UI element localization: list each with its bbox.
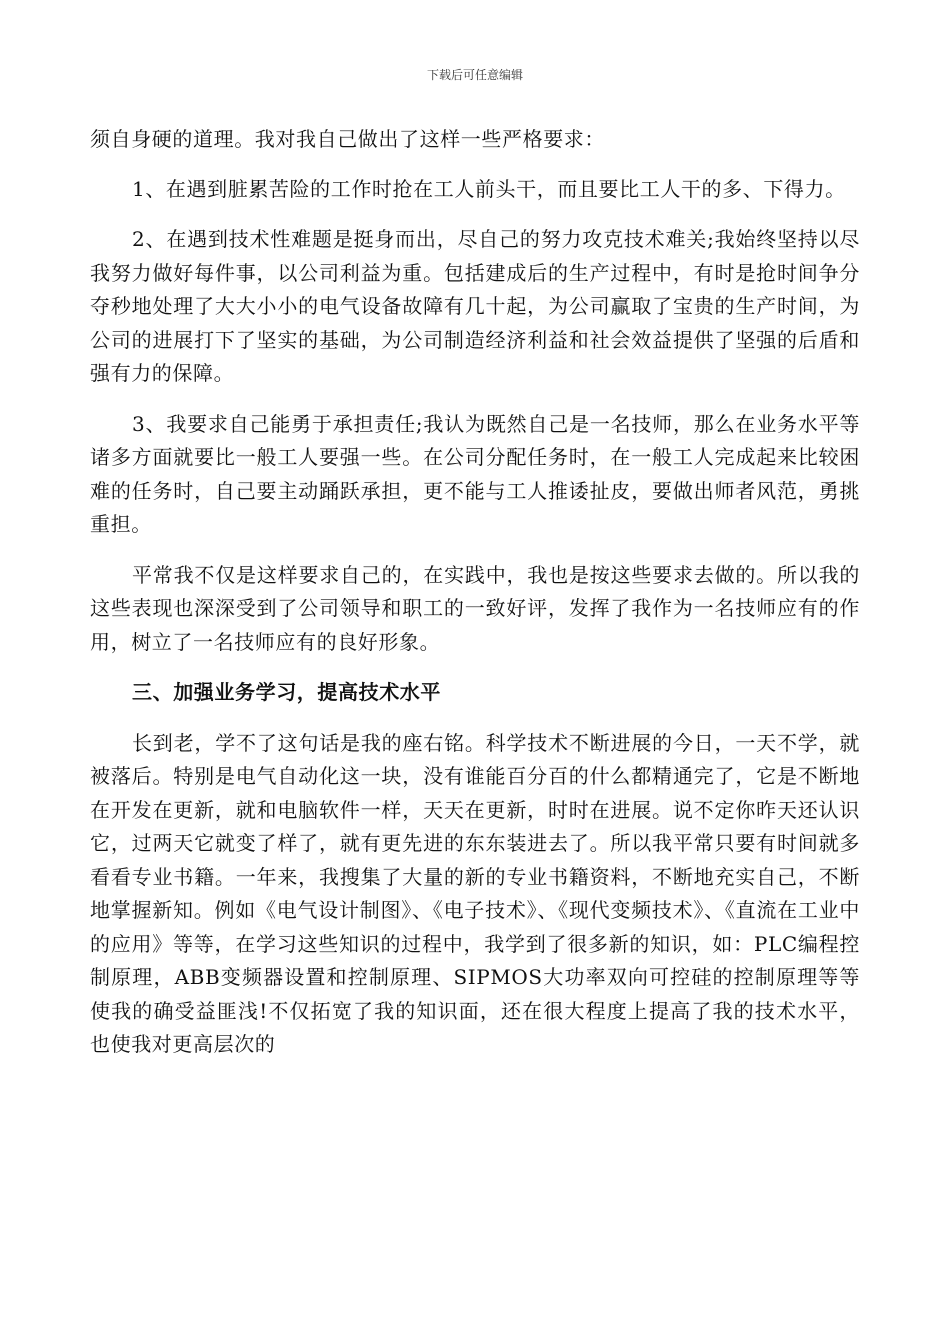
paragraph-requirement-1: 1、在遇到脏累苦险的工作时抢在工人前头干，而且要比工人干的多、下得力。 bbox=[132, 176, 846, 201]
paragraph-requirement-3: 3、我要求自己能勇于承担责任;我认为既然自己是一名技师，那么在业务水平等诸多方面就要比一般工人要强一些。在公司分配任务时，在一般工人完成起来比较困难的任务时，自己要主动踊跃承担，更不能与工人推诿扯皮，要做出师者风范，勇挑重担。 bbox=[90, 411, 860, 536]
paragraph-learning: 长到老，学不了这句话是我的座右铭。科学技术不断进展的今日，一天不学，就被落后。特别是电气自动化这一块，没有谁能百分百的什么都精通完了，它是不断地在开发在更新，就和电脑软件一样，天天在更新，时时在进展。说不定你昨天还认识它，过两天它就变了样了，就有更先进的东东装进去了。所以我平常只要有时间就多看看专业书籍。一年来，我搜集了大量的新的专业书籍资料，不断地充实自己，不断地掌握新知。例如《电气设计制图》、《电子技术》、《现代变频技术》、《直流在工业中的应用》等等，在学习这些知识的过程中，我学到了很多新的知识，如：PLC编程控制原理，ABB变频器设置和控制原理、SIPMOS大功率双向可控硅的控制原理等等使我的确受益匪浅!不仅拓宽了我的知识面，还在很大程度上提高了我的技术水平，也使我对更高层次的 bbox=[90, 730, 860, 1056]
page-header: 下载后可任意编辑 bbox=[426, 68, 523, 82]
section-heading: 三、加强业务学习，提高技术水平 bbox=[132, 680, 441, 704]
document-body bbox=[90, 123, 860, 1062]
paragraph-requirement-2: 2、在遇到技术性难题是挺身而出，尽自己的努力攻克技术难关;我始终坚持以尽我努力做好每件事，以公司利益为重。包括建成后的生产过程中，有时是抢时间争分夺秒地处理了大大小小的电气设备故障有几十起，为公司赢取了宝贵的生产时间，为公司的进展打下了坚实的基础，为公司制造经济利益和社会效益提供了坚强的后盾和强有力的保障。 bbox=[90, 227, 860, 385]
paragraph-continuation: 须自身硬的道理。我对我自己做出了这样一些严格要求： bbox=[90, 127, 605, 151]
paragraph-summary: 平常我不仅是这样要求自己的，在实践中，我也是按这些要求去做的。所以我的这些表现也深深受到了公司领导和职工的一致好评，发挥了我作为一名技师应有的作用，树立了一名技师应有的良好形象。 bbox=[90, 562, 860, 654]
